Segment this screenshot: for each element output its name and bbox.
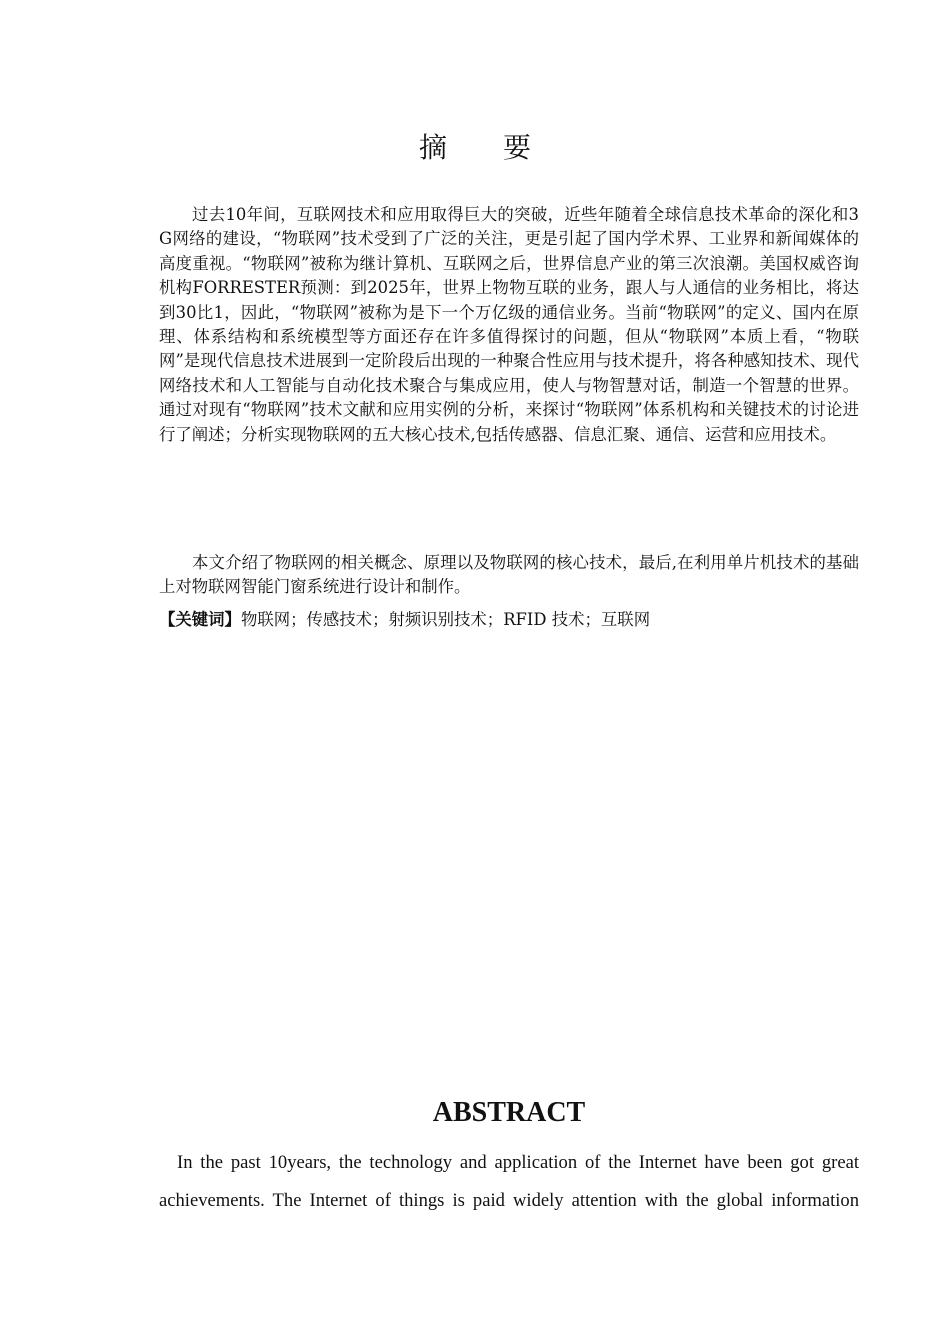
keywords-label: 【关键词】 <box>159 610 241 629</box>
title-char-1: 摘 <box>418 131 447 164</box>
chinese-abstract-paragraph-2: 本文介绍了物联网的相关概念、原理以及物联网的核心技术，最后,在利用单片机技术的基础上对物联网智能门窗系统进行设计和制作。 <box>159 553 859 597</box>
english-abstract-title: ABSTRACT <box>432 1097 586 1128</box>
title-char-2: 要 <box>503 131 532 164</box>
chinese-abstract-paragraph-1: 过去10年间，互联网技术和应用取得巨大的突破，近些年随着全球信息技术革命的深化和3G网络的建设，“物联网”技术受到了广泛的关注，更是引起了国内学术界、工业界和新闻媒体的高度重视。“物联网”被称为继计算机、互联网之后，世界信息产业的第三次浪潮。美国权威咨询机构FORRESTER预测：到2025年，世界上物物互联的业务，跟人与人通信的业务相比，将达到30比1，因此，“物联网”被称为是下一个万亿级的通信业务。当前“物联网”的定义、国内在原理、体系结构和系统模型等方面还存在许多值得探讨的问题，但从“物联网”本质上看，“物联网”是现代信息技术进展到一定阶段后出现的一种聚合性应用与技术提升，将各种感知技术、现代网络技术和人工智能与自动化技术聚合与集成应用，使人与物智慧对话，制造一个智慧的世界。通过对现有“物联网”技术文献和应用实例的分析，来探讨“物联网”体系机构和关键技术的讨论进行了阐述；分析实现物联网的五大核心技术,包括传感器、信息汇聚、通信、运营和应用技术。 <box>159 205 859 444</box>
english-abstract-paragraph-1: In the past 10years, the technology and application of the Internet have been got great achievements. The Internet of things is paid widely attention with the global information <box>159 1152 859 1211</box>
keywords-line <box>159 608 859 632</box>
chinese-abstract-title <box>0 128 950 168</box>
keywords-text: 物联网；传感技术；射频识别技术；RFID 技术；互联网 <box>240 610 651 629</box>
